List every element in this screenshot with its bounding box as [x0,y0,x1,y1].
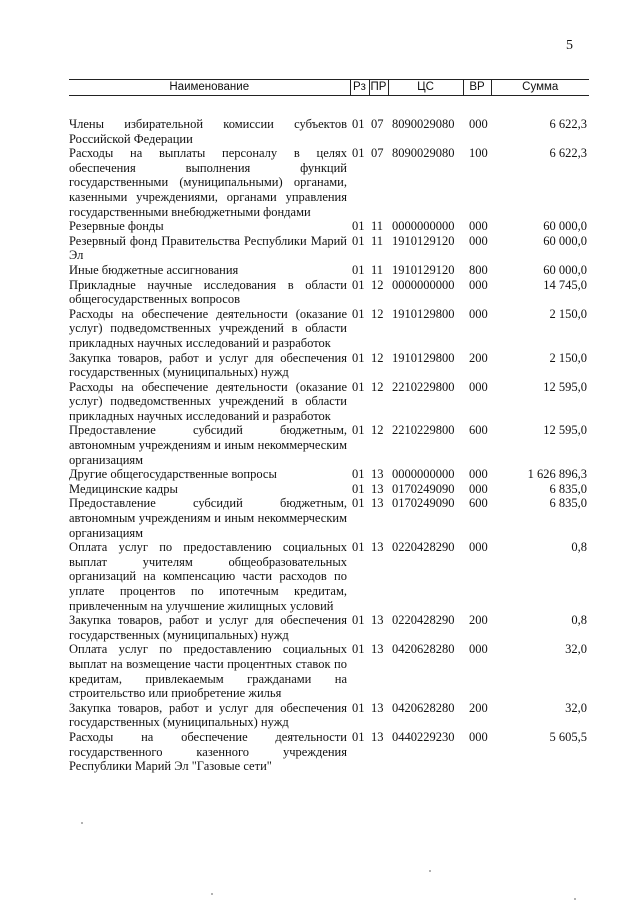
table-header [69,80,589,96]
cell-pr: 13 [371,642,384,657]
cell-cs: 2210229800 [392,423,455,438]
cell-sum: 2 150,0 [549,350,587,365]
scan-speck [211,893,213,895]
cell-pr: 13 [371,496,384,511]
header-name: Наименование [69,80,350,96]
cell-name: Закупка товаров, работ и услуг для обеспечения государственных (муниципальных) нужд [69,700,347,730]
cell-sum: 60 000,0 [543,233,587,248]
table-row [69,351,589,380]
header-rz: Рз [350,80,369,96]
cell-rz: 01 [352,496,365,511]
table-body [69,96,589,774]
cell-rz: 01 [352,277,365,292]
scan-speck [81,822,83,824]
cell-vr: 000 [469,117,488,131]
cell-sum: 60 000,0 [543,262,587,277]
cell-cs: 0170249090 [392,496,455,511]
cell-pr: 07 [371,117,384,131]
cell-name: Резервные фонды [69,219,164,234]
cell-sum: 0,8 [571,540,587,555]
cell-sum: 12 595,0 [543,379,587,394]
cell-cs: 0220428290 [392,613,455,628]
cell-vr: 000 [469,219,488,234]
cell-rz: 01 [352,117,365,131]
table-row [69,467,589,482]
cell-vr: 000 [469,233,488,248]
cell-name: Прикладные научные исследования в области общегосударственных вопросов [69,277,347,307]
cell-cs: 0000000000 [392,219,455,234]
cell-cs: 2210229800 [392,379,455,394]
cell-name: Расходы на обеспечение деятельности государственного казенного учреждения Республики Марий Эл "Газовые сети" [69,729,347,774]
cell-pr: 13 [371,540,384,555]
cell-rz: 01 [352,306,365,321]
scan-speck [429,870,431,872]
cell-pr: 12 [371,277,384,292]
cell-sum: 6 835,0 [549,481,587,496]
header-vr: ВР [463,80,491,96]
page-number: 5 [566,38,573,53]
cell-pr: 12 [371,423,384,438]
cell-cs: 8090029080 [392,146,455,161]
cell-rz: 01 [352,613,365,628]
table-header-row [69,80,589,96]
cell-name: Медицинские кадры [69,481,178,496]
cell-pr: 07 [371,146,384,161]
cell-vr: 000 [469,379,488,394]
cell-rz: 01 [352,481,365,496]
cell-pr: 12 [371,379,384,394]
cell-rz: 01 [352,233,365,248]
cell-vr: 000 [469,306,488,321]
cell-cs: 1910129120 [392,262,455,277]
table-spacer [69,96,589,118]
cell-rz: 01 [352,540,365,555]
cell-vr: 200 [469,700,488,715]
cell-pr: 13 [371,467,384,482]
scan-speck [574,898,576,900]
table-row [69,642,589,700]
table-row [69,307,589,351]
cell-name: Закупка товаров, работ и услуг для обеспечения государственных (муниципальных) нужд [69,350,347,380]
table-row [69,234,589,263]
cell-vr: 000 [469,481,488,496]
table-row [69,613,589,642]
cell-sum: 12 595,0 [543,423,587,438]
cell-cs: 1910129120 [392,233,455,248]
cell-vr: 600 [469,423,488,438]
cell-rz: 01 [352,700,365,715]
cell-cs: 0000000000 [392,467,455,482]
cell-sum: 6 622,3 [549,146,587,161]
cell-cs: 0170249090 [392,481,455,496]
cell-name: Другие общегосударственные вопросы [69,467,277,482]
cell-vr: 100 [469,146,488,161]
cell-pr: 13 [371,613,384,628]
cell-rz: 01 [352,146,365,161]
cell-vr: 000 [469,642,488,657]
cell-vr: 000 [469,277,488,292]
cell-vr: 800 [469,262,488,277]
cell-cs: 1910129800 [392,306,455,321]
cell-pr: 13 [371,700,384,715]
table-row [69,496,589,540]
cell-vr: 600 [469,496,488,511]
cell-vr: 200 [469,350,488,365]
cell-pr: 13 [371,481,384,496]
cell-sum: 14 745,0 [543,277,587,292]
table-row [69,146,589,219]
header-pr: ПР [369,80,388,96]
cell-pr: 11 [371,262,384,277]
cell-vr: 000 [469,729,488,744]
cell-pr: 13 [371,729,384,744]
table-row [69,380,589,424]
cell-pr: 11 [371,233,384,248]
cell-vr: 000 [469,467,488,482]
cell-name: Предоставление субсидий бюджетным, автономным учреждениям и иным некоммерческим организациям [69,496,347,540]
cell-name: Закупка товаров, работ и услуг для обеспечения государственных (муниципальных) нужд [69,613,347,642]
cell-rz: 01 [352,262,365,277]
cell-name: Расходы на обеспечение деятельности (оказание услуг) подведомственных учреждений в области прикладных научных исследований и разработок [69,379,347,423]
cell-name: Оплата услуг по предоставлению социальных выплат учителям общеобразовательных организаций на компенсацию части расходов по уплате процентов по ипотечным кредитам, привлеченным на улучшение жилищных условий [69,540,347,613]
cell-sum: 5 605,5 [549,729,587,744]
cell-rz: 01 [352,642,365,657]
cell-pr: 12 [371,306,384,321]
cell-cs: 8090029080 [392,117,455,131]
cell-sum: 6 622,3 [549,117,587,131]
cell-name: Расходы на обеспечение деятельности (оказание услуг) подведомственных учреждений в области прикладных научных исследований и разработок [69,306,347,350]
cell-rz: 01 [352,379,365,394]
cell-cs: 0420628280 [392,642,455,657]
table-row [69,701,589,730]
cell-vr: 200 [469,613,488,628]
cell-sum: 32,0 [565,700,587,715]
table-row [69,482,589,497]
cell-cs: 0220428290 [392,540,455,555]
cell-cs: 0440229230 [392,729,455,744]
cell-name: Иные бюджетные ассигнования [69,262,239,277]
cell-sum: 2 150,0 [549,306,587,321]
cell-name: Резервный фонд Правительства Республики Марий Эл [69,233,347,263]
cell-cs: 0000000000 [392,277,455,292]
table-row [69,219,589,234]
table-row [69,730,589,774]
cell-sum: 60 000,0 [543,219,587,234]
cell-rz: 01 [352,467,365,482]
cell-rz: 01 [352,219,365,234]
table-row [69,540,589,613]
budget-table [69,79,589,774]
header-sum: Сумма [491,80,589,96]
header-cs: ЦС [388,80,463,96]
cell-sum: 0,8 [571,613,587,628]
cell-sum: 1 626 896,3 [527,467,587,482]
table-row [69,263,589,278]
cell-rz: 01 [352,729,365,744]
cell-name: Предоставление субсидий бюджетным, автономным учреждениям и иным некоммерческим организациям [69,423,347,467]
cell-name: Расходы на выплаты персоналу в целях обеспечения выполнения функций государственными (муниципальными) органами, казенными учреждениями, органами управления государственными внебюджетными фондами [69,146,347,219]
cell-sum: 32,0 [565,642,587,657]
cell-name: Оплата услуг по предоставлению социальных выплат на возмещение части процентных ставок по кредитам, привлекаемым гражданами на строительство или приобретение жилья [69,642,347,701]
table-row [69,423,589,467]
table-row [69,278,589,307]
cell-rz: 01 [352,350,365,365]
cell-pr: 11 [371,219,384,234]
cell-pr: 12 [371,350,384,365]
cell-sum: 6 835,0 [549,496,587,511]
cell-vr: 000 [469,540,488,555]
cell-cs: 1910129800 [392,350,455,365]
table-row [69,117,589,146]
cell-cs: 0420628280 [392,700,455,715]
cell-rz: 01 [352,423,365,438]
cell-name: Члены избирательной комиссии субъектов Российской Федерации [69,117,347,146]
